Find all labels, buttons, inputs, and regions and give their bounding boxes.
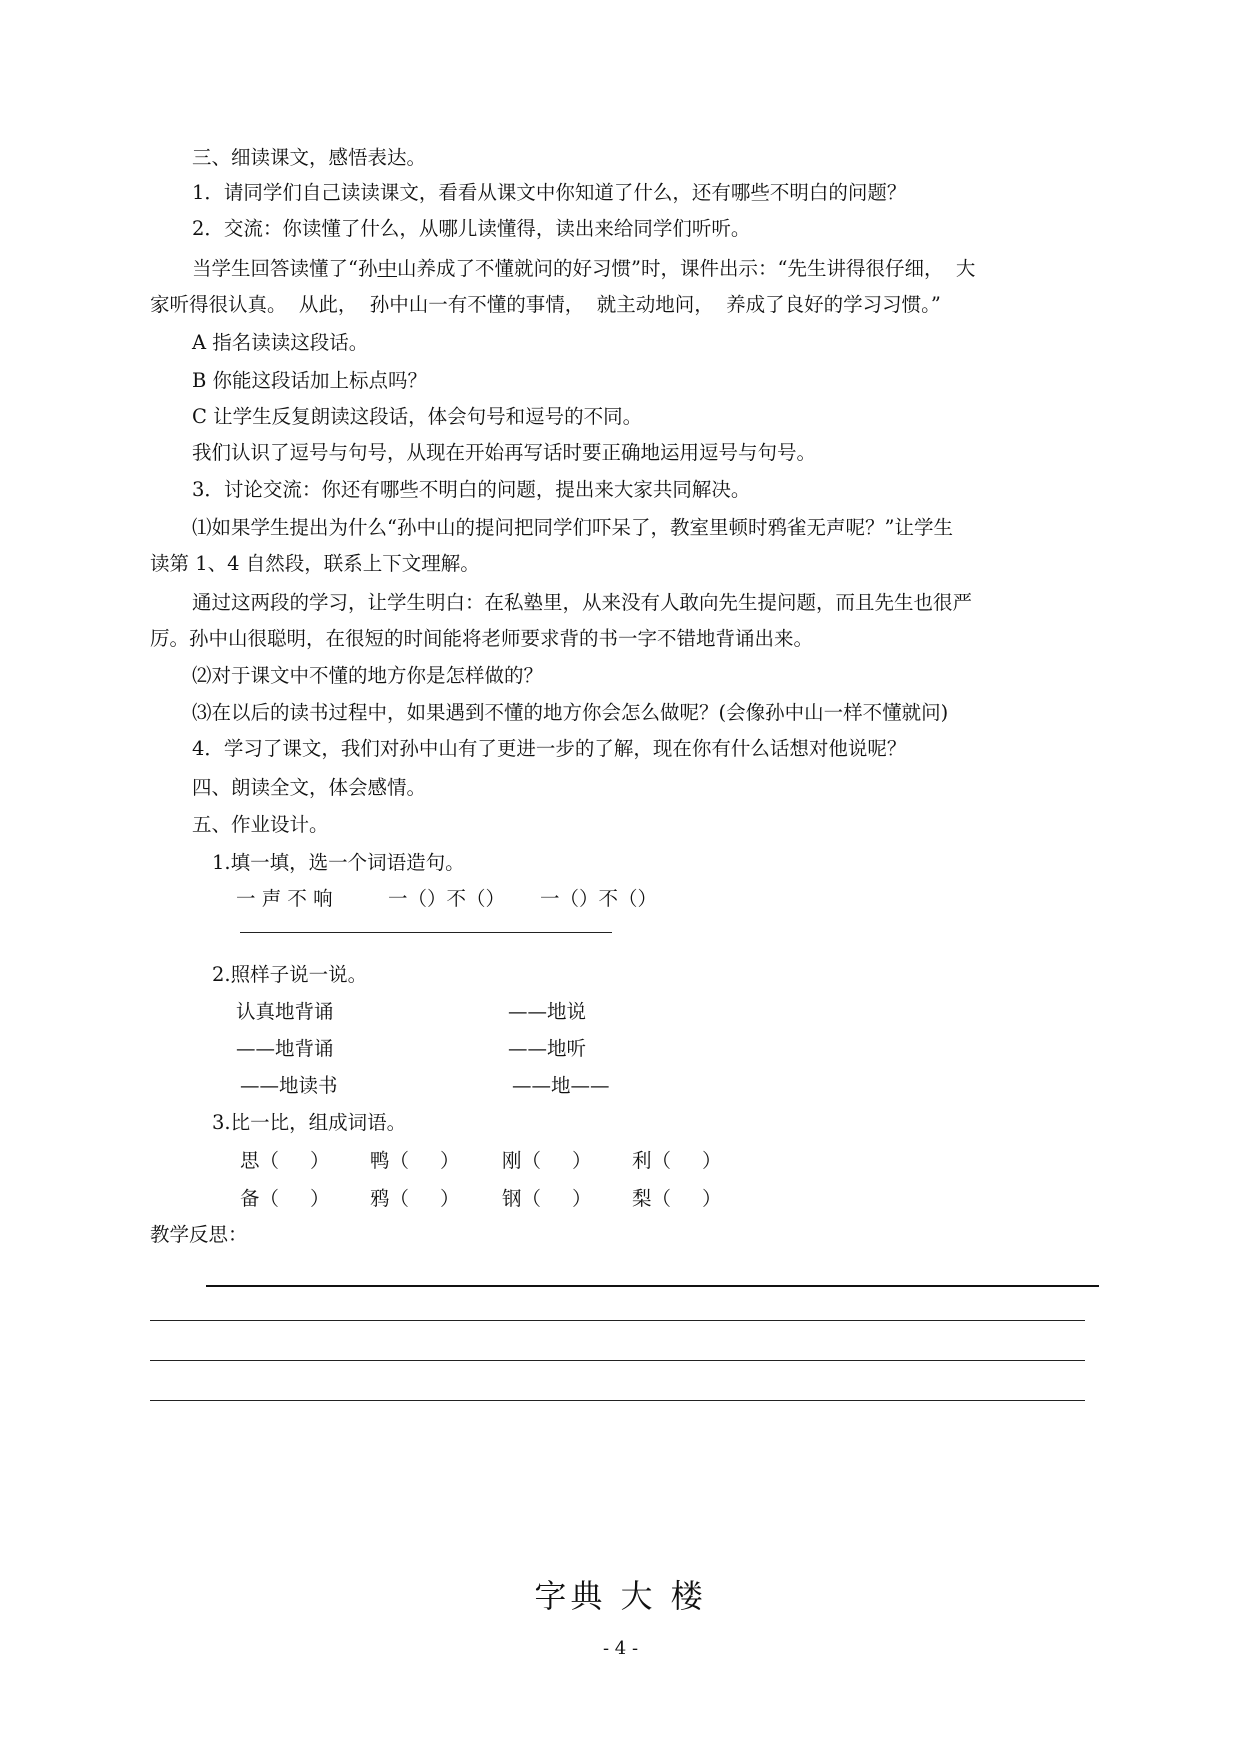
paragraph-line	[192, 256, 975, 282]
word-item: 一（）不（）	[540, 887, 658, 910]
example-right: ——地听	[508, 1037, 587, 1060]
question-2: ⑵对于课文中不懂的地方你是怎样做的？	[192, 664, 544, 687]
char-blank: 梨（ ）	[632, 1187, 722, 1210]
word-item: 一 声 不 响	[236, 887, 333, 910]
char-blank: 刚（ ）	[502, 1149, 592, 1172]
char-blank: 思（ ）	[240, 1149, 330, 1172]
reflection-label: 教学反思：	[150, 1223, 248, 1246]
step-4: 4．学习了课文，我们对孙中山有了更进一步的了解，现在你有什么话想对他说呢？	[192, 737, 907, 760]
example-left: ——地读书	[240, 1074, 338, 1097]
paragraph-line: 家听得很认真。 从此， 孙中山一有不懂的事情， 就主动地问， 养成了良好的学习习惯。”	[150, 293, 941, 316]
homework-1-title: 1.填一填，选一个词语造句。	[212, 851, 465, 874]
underlined-char: 中	[377, 257, 397, 280]
page-number: - 4 -	[602, 1638, 639, 1659]
char-blank: 钢（ ）	[502, 1187, 592, 1210]
question-3: ⑶在以后的读书过程中，如果遇到不懂的地方你会怎么做呢？(会像孙中山一样不懂就问)	[192, 701, 949, 724]
answer-line	[240, 932, 612, 933]
sub-item-b: B 你能这段话加上标点吗？	[192, 369, 428, 392]
step-3: 3．讨论交流：你还有哪些不明白的问题，提出来大家共同解决。	[192, 478, 751, 501]
example-right: ——地——	[512, 1074, 610, 1097]
word-item: 一（）不（）	[388, 887, 506, 910]
question-1: ⑴如果学生提出为什么“孙中山的提问把同学们吓呆了，教室里顿时鸦雀无声呢？”让学生	[192, 516, 953, 539]
sub-item-c: C 让学生反复朗读这段话，体会句号和逗号的不同。	[192, 405, 643, 428]
example-left: 认真地背诵	[236, 1000, 334, 1023]
char-blank: 备（ ）	[240, 1187, 330, 1210]
text-run: 当学生回答读懂了“孙	[192, 257, 378, 280]
explanation-line: 通过这两段的学习，让学生明白：在私塾里，从来没有人敢向先生提问题，而且先生也很严	[192, 591, 973, 614]
section4-heading: 四、朗读全文，体会感情。	[192, 776, 427, 799]
section5-heading: 五、作业设计。	[192, 813, 329, 836]
reflection-line	[150, 1360, 1085, 1361]
homework-2-title: 2.照样子说一说。	[212, 963, 368, 986]
homework-3-title: 3.比一比，组成词语。	[212, 1111, 407, 1134]
text-run: 山养成了不懂就问的好习惯”时，课件出示：“先生讲得很仔细， 大	[397, 257, 976, 280]
char-blank: 鸭（ ）	[370, 1149, 460, 1172]
summary-text: 我们认识了逗号与句号，从现在开始再写话时要正确地运用逗号与句号。	[192, 441, 817, 464]
step-1: 1．请同学们自己读读课文，看看从课文中你知道了什么，还有哪些不明白的问题？	[192, 181, 907, 204]
step-2: 2．交流：你读懂了什么，从哪儿读懂得，读出来给同学们听听。	[192, 217, 751, 240]
example-left: ——地背诵	[236, 1037, 334, 1060]
footer-title: 字典 大 楼	[534, 1577, 707, 1615]
reflection-line	[150, 1400, 1085, 1401]
example-right: ——地说	[508, 1000, 587, 1023]
char-blank: 利（ ）	[632, 1149, 722, 1172]
reflection-line	[206, 1285, 1099, 1287]
explanation-line: 厉。孙中山很聪明，在很短的时间能将老师要求背的书一字不错地背诵出来。	[150, 627, 814, 650]
char-blank: 鸦（ ）	[370, 1187, 460, 1210]
sub-item-a: A 指名读读这段话。	[192, 331, 369, 354]
question-1-cont: 读第 1、4 自然段，联系上下文理解。	[150, 552, 480, 575]
reflection-line	[150, 1320, 1085, 1321]
section3-heading: 三、细读课文，感悟表达。	[192, 146, 427, 169]
